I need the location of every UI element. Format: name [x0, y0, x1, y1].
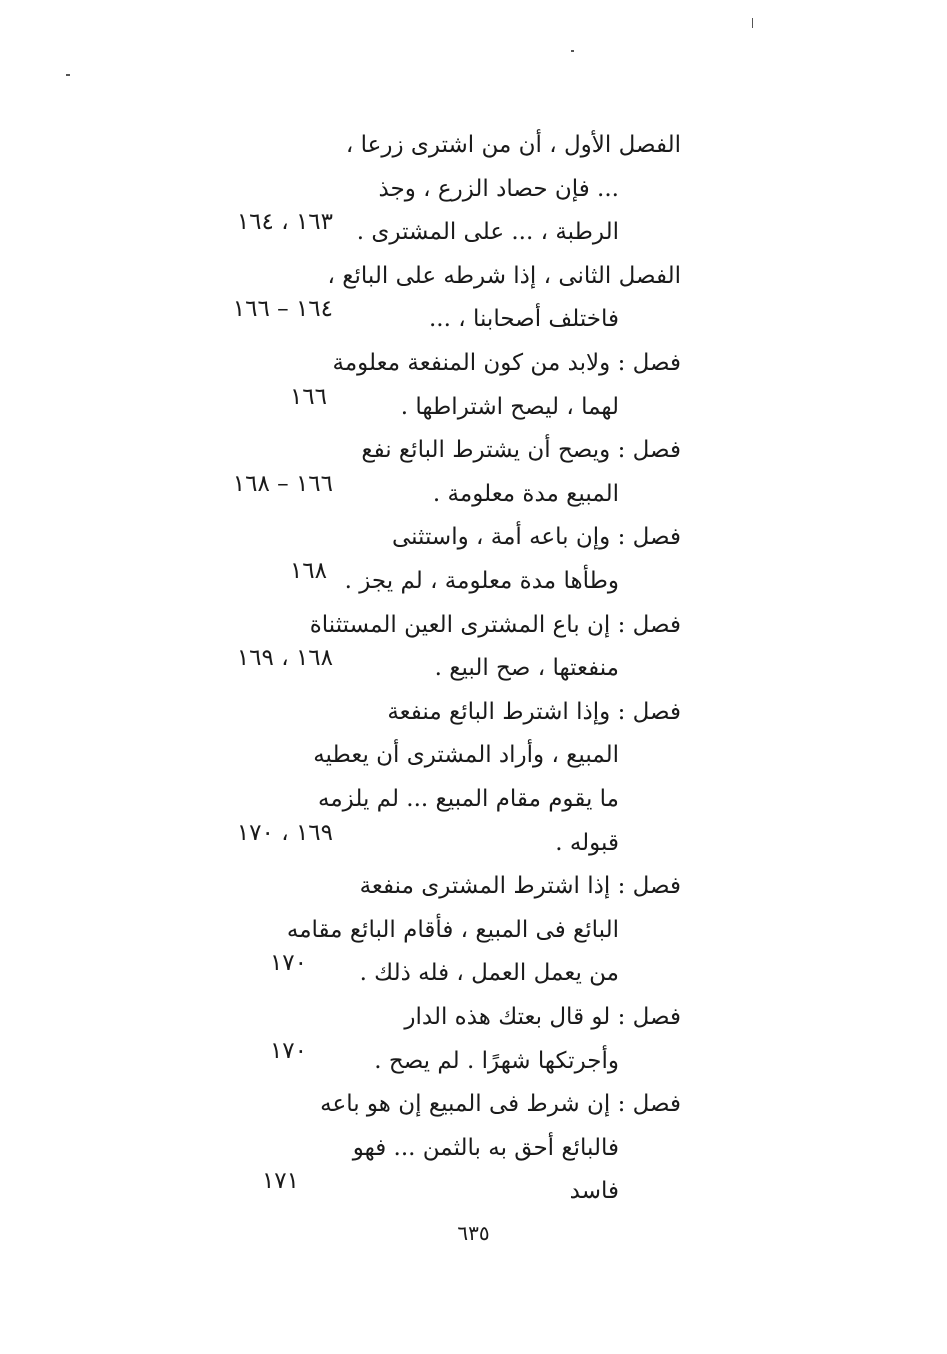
entry-page-reference: ١٦٤ – ١٦٦	[232, 296, 333, 323]
page-number: ٦٣٥	[457, 1221, 490, 1245]
entry-continuation-line: ما يقوم مقام المبيع ... لم يلزمه	[318, 786, 619, 812]
entry-heading-line: فصل : وإذا اشترط البائع منفعة	[387, 698, 681, 725]
scan-speck	[66, 74, 70, 76]
entry-page-reference: ١٦٣ ، ١٦٤	[236, 209, 333, 236]
scan-speck	[571, 50, 574, 52]
entry-page-reference: ١٦٨	[289, 558, 327, 584]
entry-continuation-line: منفعتها ، صح البيع .	[434, 655, 619, 682]
entry-page-reference: ١٧١	[261, 1168, 299, 1195]
entry-heading-line: فصل : لو قال بعتك هذه الدار	[404, 1004, 681, 1030]
entry-continuation-line: وطأها مدة معلومة ، لم يجز .	[344, 568, 619, 594]
entry-heading-line: الفصل الثانى ، إذا شرطه على البائع ،	[327, 262, 681, 289]
entry-continuation-line: فاسد	[569, 1178, 619, 1205]
entry-heading-line: فصل : إذا اشترط المشترى منفعة	[359, 873, 681, 900]
entry-heading-line: فصل : إن شرط فى المبيع إن هو باعه	[320, 1091, 681, 1118]
entry-heading-line: فصل : وإن باعه أمة ، واستثنى	[391, 524, 681, 551]
entry-heading-line: فصل : إن باع المشترى العين المستثناة	[309, 611, 681, 638]
entry-continuation-line: من يعمل العمل ، فله ذلك .	[359, 960, 619, 987]
entry-continuation-line: المبيع مدة معلومة .	[432, 480, 619, 507]
entry-page-reference: ١٦٩ ، ١٧٠	[236, 819, 333, 846]
entry-continuation-line: لهما ، ليصح اشتراطها .	[400, 393, 619, 420]
entry-heading-line: فصل : ولابد من كون المنفعة معلومة	[332, 350, 681, 376]
entry-page-reference: ١٦٨ ، ١٦٩	[236, 645, 333, 672]
entry-continuation-line: الرطبة ، ... على المشترى .	[356, 219, 619, 246]
entry-heading-line: فصل : ويصح أن يشترط البائع نفع	[361, 437, 681, 464]
entry-heading-line: الفصل الأول ، أن من اشترى زرعا ،	[345, 132, 681, 158]
entry-page-reference: ١٧٠	[269, 950, 307, 977]
entry-continuation-line: فالبائع أحق به بالثمن ... فهو	[352, 1134, 619, 1161]
entry-continuation-line: قبوله .	[555, 829, 619, 856]
entry-continuation-line: ... فإن حصاد الزرع ، وجذ	[378, 175, 619, 202]
entry-continuation-line: المبيع ، وأراد المشترى أن يعطيه	[313, 742, 619, 769]
entry-page-reference: ١٦٦ – ١٦٨	[232, 470, 333, 497]
entry-continuation-line: فاختلف أصحابنا ، ...	[429, 306, 619, 333]
entry-continuation-line: وأجرتكها شهرًا . لم يصح .	[374, 1047, 619, 1074]
entry-page-reference: ١٦٦	[289, 383, 327, 410]
entry-continuation-line: البائع فى المبيع ، فأقام البائع مقامه	[286, 916, 619, 943]
scan-speck	[752, 18, 753, 28]
entry-page-reference: ١٧٠	[269, 1037, 307, 1064]
